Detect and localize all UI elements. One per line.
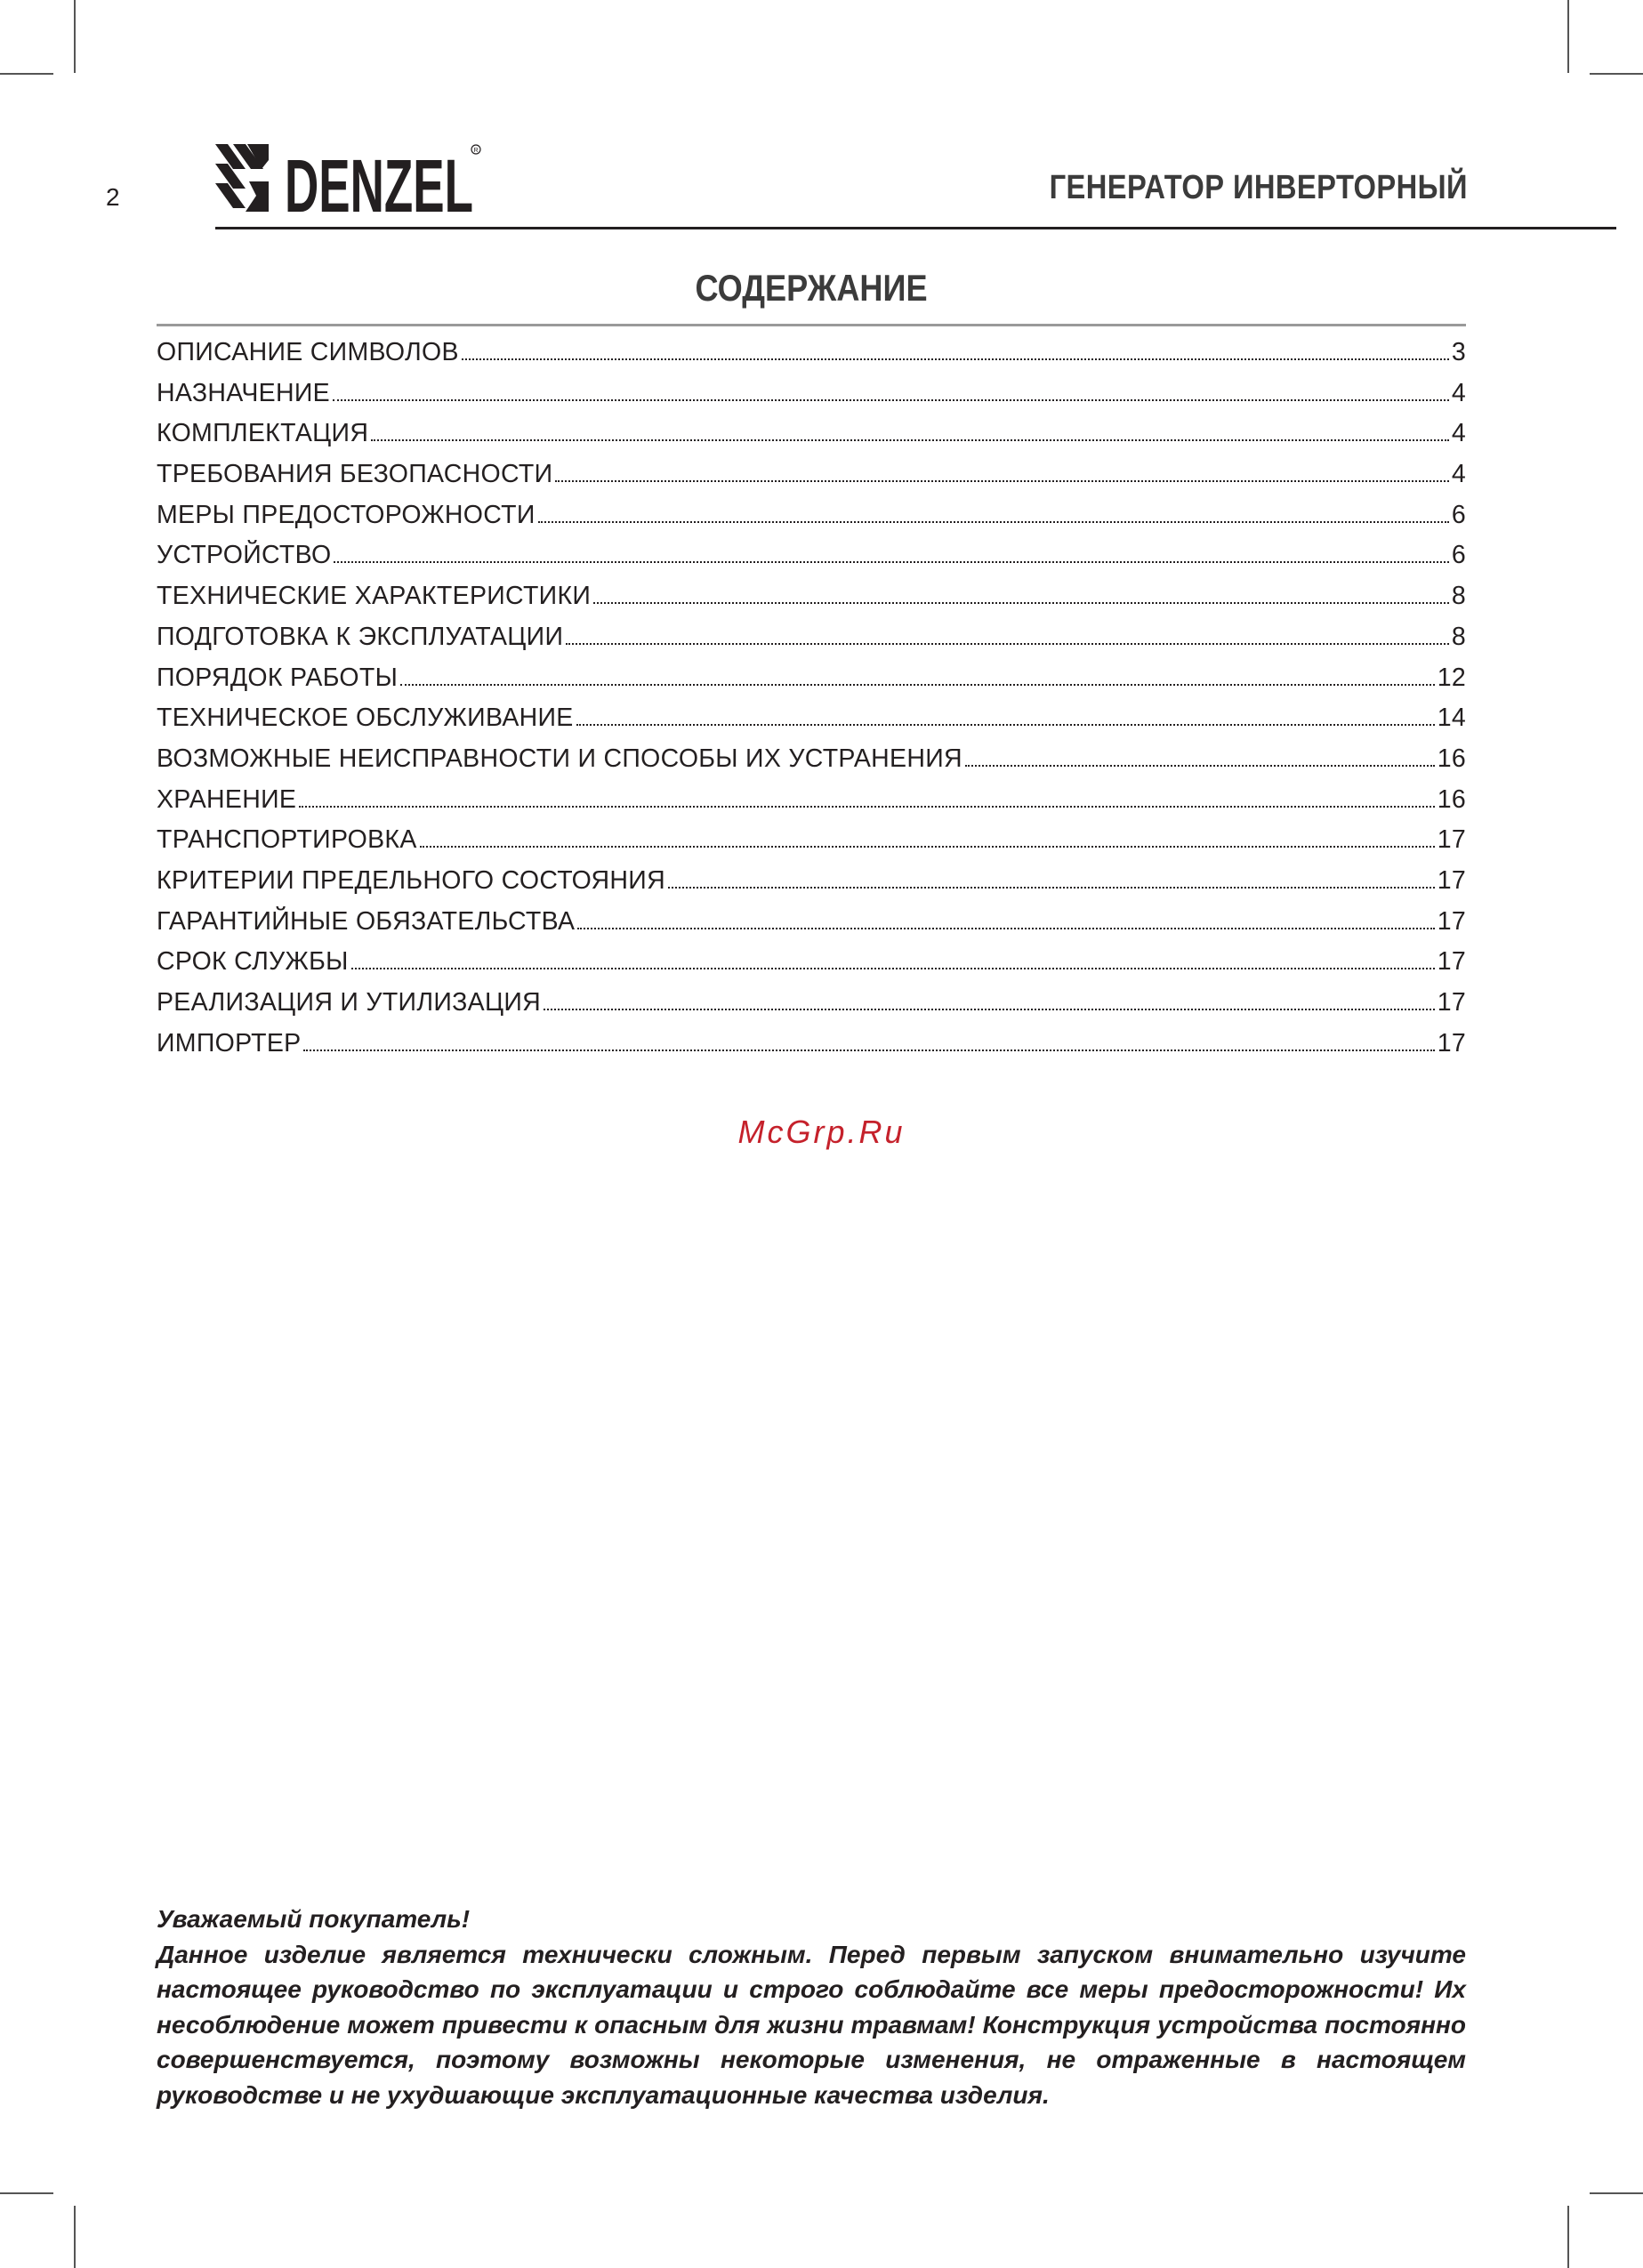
- toc-leader-dots: [334, 561, 1448, 563]
- svg-text:R: R: [473, 148, 479, 154]
- crop-mark: [74, 0, 76, 73]
- toc-entry-page: 14: [1437, 704, 1466, 733]
- toc-entry-label: ТРЕБОВАНИЯ БЕЗОПАСНОСТИ: [157, 460, 553, 489]
- toc-entry[interactable]: [157, 541, 1466, 582]
- toc-entry-page: 6: [1451, 541, 1466, 570]
- crop-mark: [0, 73, 53, 75]
- notice-body: Данное изделие является технически сложным. Перед первым запуском внимательно изучите настоящее руководство по эксплуатации и строго соблюдайте все меры предосторожности! Их несоблюдение может привести к опасным для жизни травмам! Конструкция устройства постоянно совершенствуется, поэтому возможны некоторые изменения, не отраженные в настоящем руководстве и не ухудшающие эксплуатационные качества изделия.: [157, 1940, 1466, 2109]
- toc-entry-page: 4: [1451, 419, 1466, 448]
- toc-entry[interactable]: [157, 664, 1466, 704]
- toc-entry[interactable]: [157, 379, 1466, 420]
- toc-leader-dots: [303, 1050, 1434, 1051]
- toc-entry-label: ХРАНЕНИЕ: [157, 784, 297, 814]
- table-of-contents: [157, 338, 1466, 1069]
- toc-leader-dots: [371, 439, 1449, 441]
- toc-entry-label: НАЗНАЧЕНИЕ: [157, 378, 330, 407]
- toc-leader-dots: [555, 480, 1448, 482]
- crop-mark: [1567, 0, 1569, 73]
- header-divider: [215, 227, 1616, 229]
- toc-entry[interactable]: [157, 623, 1466, 664]
- watermark-link[interactable]: McGrp.Ru: [737, 1114, 906, 1150]
- notice-greeting: Уважаемый покупатель!: [157, 1905, 471, 1933]
- toc-entry[interactable]: [157, 907, 1466, 948]
- toc-leader-dots: [333, 399, 1449, 401]
- toc-entry[interactable]: [157, 419, 1466, 460]
- toc-leader-dots: [420, 846, 1435, 848]
- toc-entry-page: 17: [1437, 1028, 1466, 1058]
- denzel-emblem-icon: [215, 144, 269, 212]
- denzel-logo: [215, 142, 482, 215]
- toc-entry-label: МЕРЫ ПРЕДОСТОРОЖНОСТИ: [157, 500, 536, 529]
- toc-entry-label: СРОК СЛУЖБЫ: [157, 947, 349, 977]
- toc-entry-page: 8: [1451, 622, 1466, 651]
- toc-leader-dots: [544, 1009, 1435, 1010]
- toc-heading: СОДЕРЖАНИЕ: [695, 267, 928, 309]
- toc-entry[interactable]: [157, 1029, 1466, 1070]
- toc-entry-label: ГАРАНТИЙНЫЕ ОБЯЗАТЕЛЬСТВА: [157, 906, 576, 936]
- toc-leader-dots: [351, 968, 1435, 969]
- toc-entry-label: УСТРОЙСТВО: [157, 541, 332, 570]
- toc-entry-label: ОПИСАНИЕ СИМВОЛОВ: [157, 338, 459, 366]
- toc-leader-dots: [576, 724, 1435, 726]
- toc-entry-label: ТРАНСПОРТИРОВКА: [157, 825, 417, 855]
- toc-entry-label: КОМПЛЕКТАЦИЯ: [157, 419, 369, 448]
- toc-entry-label: ТЕХНИЧЕСКОЕ ОБСЛУЖИВАНИЕ: [157, 704, 574, 733]
- toc-entry[interactable]: [157, 866, 1466, 907]
- toc-entry-page: 8: [1451, 582, 1466, 611]
- toc-entry-label: РЕАЛИЗАЦИЯ И УТИЛИЗАЦИЯ: [157, 988, 541, 1017]
- toc-entry[interactable]: [157, 988, 1466, 1029]
- toc-entry-label: ВОЗМОЖНЫЕ НЕИСПРАВНОСТИ И СПОСОБЫ ИХ УСТРАНЕНИЯ: [157, 744, 962, 773]
- toc-entry-label: КРИТЕРИИ ПРЕДЕЛЬНОГО СОСТОЯНИЯ: [157, 865, 665, 895]
- toc-leader-dots: [462, 358, 1449, 360]
- toc-entry-page: 17: [1437, 906, 1466, 936]
- toc-entry-label: ПОДГОТОВКА К ЭКСПЛУАТАЦИИ: [157, 622, 564, 651]
- toc-entry-label: ТЕХНИЧЕСКИЕ ХАРАКТЕРИСТИКИ: [157, 582, 592, 611]
- crop-mark: [1567, 2206, 1569, 2268]
- toc-leader-dots: [400, 684, 1435, 686]
- toc-entry-page: 3: [1451, 338, 1466, 366]
- toc-leader-dots: [577, 928, 1434, 929]
- crop-mark: [0, 2192, 53, 2194]
- toc-leader-dots: [593, 602, 1449, 604]
- toc-entry-page: 4: [1451, 460, 1466, 489]
- toc-entry[interactable]: [157, 785, 1466, 826]
- toc-leader-dots: [668, 887, 1435, 889]
- toc-leader-dots: [566, 643, 1449, 645]
- toc-entry[interactable]: [157, 338, 1466, 379]
- svg-text:DENZEL: DENZEL: [285, 144, 473, 215]
- toc-entry-label: ИМПОРТЕР: [157, 1028, 302, 1058]
- toc-entry-page: 6: [1451, 500, 1466, 529]
- crop-mark: [1590, 73, 1643, 75]
- toc-leader-dots: [538, 521, 1449, 523]
- toc-entry-page: 4: [1451, 378, 1466, 407]
- toc-entry-page: 17: [1437, 947, 1466, 977]
- toc-entry[interactable]: [157, 704, 1466, 744]
- toc-entry[interactable]: [157, 744, 1466, 785]
- crop-mark: [74, 2206, 76, 2268]
- toc-divider: [157, 324, 1466, 326]
- toc-entry-page: 17: [1437, 988, 1466, 1017]
- toc-entry-page: 16: [1437, 784, 1466, 814]
- toc-entry[interactable]: [157, 460, 1466, 501]
- toc-entry[interactable]: [157, 825, 1466, 866]
- toc-entry[interactable]: [157, 947, 1466, 988]
- page-number: 2: [106, 183, 120, 211]
- crop-mark: [1590, 2192, 1643, 2194]
- toc-leader-dots: [299, 806, 1434, 808]
- toc-entry-label: ПОРЯДОК РАБОТЫ: [157, 663, 399, 692]
- toc-entry-page: 17: [1437, 825, 1466, 855]
- toc-entry-page: 17: [1437, 865, 1466, 895]
- toc-entry[interactable]: [157, 501, 1466, 542]
- toc-entry-page: 12: [1437, 663, 1466, 692]
- toc-entry-page: 16: [1437, 744, 1466, 773]
- toc-leader-dots: [965, 765, 1435, 767]
- customer-notice: [157, 1902, 1466, 2112]
- toc-entry[interactable]: [157, 582, 1466, 623]
- header-title: ГЕНЕРАТОР ИНВЕРТОРНЫЙ: [1049, 169, 1468, 206]
